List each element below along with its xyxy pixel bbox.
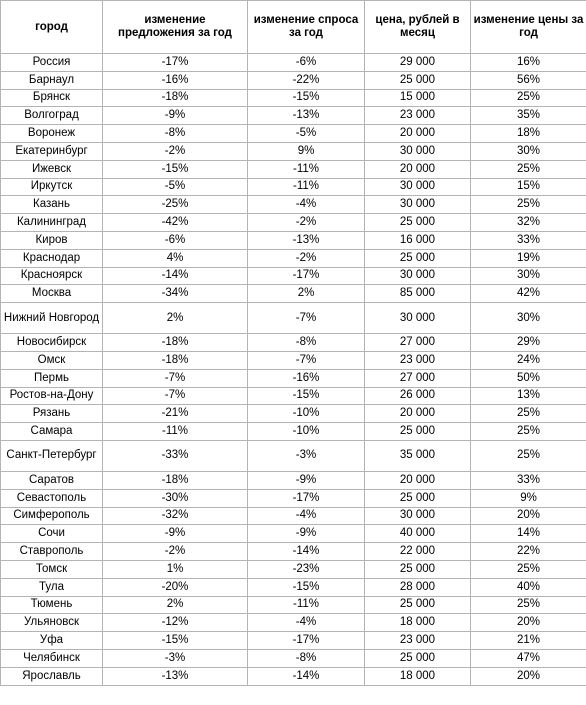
cell-price-change[interactable]: 33% [471, 471, 586, 489]
cell-price-change[interactable]: 40% [471, 578, 586, 596]
cell-supply-change[interactable]: -2% [103, 142, 248, 160]
table-row [1, 231, 586, 249]
cell-supply-change[interactable]: -30% [103, 489, 248, 507]
cell-supply-change[interactable]: -11% [103, 423, 248, 441]
cell-supply-change[interactable]: -12% [103, 614, 248, 632]
cell-price-change[interactable]: 20% [471, 667, 586, 685]
cell-price-change[interactable]: 19% [471, 249, 586, 267]
cell-price-change[interactable]: 30% [471, 267, 586, 285]
cell-supply-change[interactable]: -7% [103, 387, 248, 405]
cell-price-change[interactable]: 29% [471, 334, 586, 352]
header-city[interactable]: город [1, 1, 103, 54]
cell-price-change[interactable]: 30% [471, 303, 586, 334]
cell-price[interactable]: 18 000 [365, 614, 471, 632]
cell-supply-change[interactable]: -13% [103, 667, 248, 685]
cell-price[interactable]: 28 000 [365, 578, 471, 596]
cell-supply-change[interactable]: -9% [103, 525, 248, 543]
cell-price-change[interactable]: 20% [471, 614, 586, 632]
cell-price[interactable]: 30 000 [365, 178, 471, 196]
table-row [1, 405, 586, 423]
cell-demand-change[interactable]: -23% [248, 560, 365, 578]
cell-price-change[interactable]: 25% [471, 423, 586, 441]
cell-city[interactable]: Санкт-Петербург [1, 440, 103, 471]
cell-supply-change[interactable]: -2% [103, 543, 248, 561]
cell-supply-change[interactable]: -25% [103, 196, 248, 214]
cell-city[interactable]: Ярославль [1, 667, 103, 685]
table-row [1, 369, 586, 387]
cell-demand-change[interactable]: -13% [248, 107, 365, 125]
cell-price[interactable]: 29 000 [365, 54, 471, 72]
table-row [1, 285, 586, 303]
cell-price-change[interactable]: 32% [471, 214, 586, 232]
cell-supply-change[interactable]: -7% [103, 369, 248, 387]
cell-demand-change[interactable]: -5% [248, 125, 365, 143]
cell-city[interactable]: Симферополь [1, 507, 103, 525]
cell-price-change[interactable]: 25% [471, 89, 586, 107]
cell-price-change[interactable]: 24% [471, 351, 586, 369]
cell-city[interactable]: Челябинск [1, 649, 103, 667]
cell-price[interactable]: 20 000 [365, 125, 471, 143]
cell-price-change[interactable]: 25% [471, 196, 586, 214]
cell-price[interactable]: 25 000 [365, 596, 471, 614]
cell-city[interactable]: Рязань [1, 405, 103, 423]
table-row [1, 560, 586, 578]
cell-demand-change[interactable]: -16% [248, 369, 365, 387]
table-row [1, 578, 586, 596]
table-row [1, 267, 586, 285]
header-demand-change[interactable]: изменение спроса за год [248, 1, 365, 54]
header-price-change[interactable]: изменение цены за год [471, 1, 586, 54]
cell-demand-change[interactable]: -6% [248, 54, 365, 72]
cell-demand-change[interactable]: -7% [248, 303, 365, 334]
cell-supply-change[interactable]: -16% [103, 71, 248, 89]
cell-demand-change[interactable]: -9% [248, 471, 365, 489]
cell-demand-change[interactable]: -2% [248, 249, 365, 267]
cell-demand-change[interactable]: -14% [248, 543, 365, 561]
cell-price[interactable]: 30 000 [365, 196, 471, 214]
cell-price[interactable]: 27 000 [365, 369, 471, 387]
cell-price[interactable]: 23 000 [365, 107, 471, 125]
cell-price-change[interactable]: 30% [471, 142, 586, 160]
cell-city[interactable]: Ставрополь [1, 543, 103, 561]
cell-price[interactable]: 35 000 [365, 440, 471, 471]
cell-demand-change[interactable]: -4% [248, 196, 365, 214]
header-supply-change[interactable]: изменение предложения за год [103, 1, 248, 54]
cell-price[interactable]: 30 000 [365, 507, 471, 525]
table-body [1, 54, 586, 686]
cell-price-change[interactable]: 13% [471, 387, 586, 405]
cell-price-change[interactable]: 42% [471, 285, 586, 303]
cell-price[interactable]: 30 000 [365, 142, 471, 160]
table-row [1, 525, 586, 543]
cell-price[interactable]: 25 000 [365, 560, 471, 578]
cell-price[interactable]: 15 000 [365, 89, 471, 107]
cell-city[interactable]: Новосибирск [1, 334, 103, 352]
table-row [1, 54, 586, 72]
cell-supply-change[interactable]: -18% [103, 471, 248, 489]
cell-price-change[interactable]: 56% [471, 71, 586, 89]
table-row [1, 89, 586, 107]
cell-supply-change[interactable]: -14% [103, 267, 248, 285]
cell-price[interactable]: 30 000 [365, 303, 471, 334]
cell-demand-change[interactable]: -11% [248, 178, 365, 196]
cell-city[interactable]: Пермь [1, 369, 103, 387]
cell-city[interactable]: Москва [1, 285, 103, 303]
table-row [1, 160, 586, 178]
cell-price[interactable]: 25 000 [365, 489, 471, 507]
cell-demand-change[interactable]: 9% [248, 142, 365, 160]
table-row [1, 632, 586, 650]
cell-demand-change[interactable]: -8% [248, 334, 365, 352]
table-row [1, 543, 586, 561]
cell-price[interactable]: 16 000 [365, 231, 471, 249]
cell-city[interactable]: Калининград [1, 214, 103, 232]
table-row [1, 489, 586, 507]
table-row [1, 423, 586, 441]
cell-price[interactable]: 18 000 [365, 667, 471, 685]
cell-supply-change[interactable]: -8% [103, 125, 248, 143]
cell-price[interactable]: 20 000 [365, 160, 471, 178]
cell-city[interactable]: Екатеринбург [1, 142, 103, 160]
table-row [1, 249, 586, 267]
table-row [1, 614, 586, 632]
table-row [1, 71, 586, 89]
cell-demand-change[interactable]: -3% [248, 440, 365, 471]
cell-price[interactable]: 30 000 [365, 267, 471, 285]
cell-demand-change[interactable]: -15% [248, 387, 365, 405]
cell-price[interactable]: 20 000 [365, 405, 471, 423]
cell-price-change[interactable]: 33% [471, 231, 586, 249]
table-row [1, 125, 586, 143]
cell-city[interactable]: Россия [1, 54, 103, 72]
cell-city[interactable]: Краснодар [1, 249, 103, 267]
cell-demand-change[interactable]: -14% [248, 667, 365, 685]
table-row [1, 142, 586, 160]
cell-supply-change[interactable]: -42% [103, 214, 248, 232]
cell-price-change[interactable]: 15% [471, 178, 586, 196]
table-row [1, 107, 586, 125]
cell-supply-change[interactable]: -15% [103, 160, 248, 178]
cell-price-change[interactable]: 25% [471, 596, 586, 614]
cell-price-change[interactable]: 50% [471, 369, 586, 387]
cell-supply-change[interactable]: -20% [103, 578, 248, 596]
cell-price-change[interactable]: 20% [471, 507, 586, 525]
cell-supply-change[interactable]: -15% [103, 632, 248, 650]
cell-city[interactable]: Ростов-на-Дону [1, 387, 103, 405]
cell-price-change[interactable]: 14% [471, 525, 586, 543]
table-row [1, 214, 586, 232]
cell-city[interactable]: Красноярск [1, 267, 103, 285]
cell-price-change[interactable]: 47% [471, 649, 586, 667]
cell-supply-change[interactable]: -18% [103, 334, 248, 352]
cell-price-change[interactable]: 16% [471, 54, 586, 72]
cell-supply-change[interactable]: -32% [103, 507, 248, 525]
table-row [1, 387, 586, 405]
cell-city[interactable]: Омск [1, 351, 103, 369]
table-row [1, 178, 586, 196]
cell-price[interactable]: 40 000 [365, 525, 471, 543]
cell-demand-change[interactable]: -2% [248, 214, 365, 232]
cell-supply-change[interactable]: 2% [103, 303, 248, 334]
cell-supply-change[interactable]: -17% [103, 54, 248, 72]
cell-city[interactable]: Уфа [1, 632, 103, 650]
cell-city[interactable]: Самара [1, 423, 103, 441]
cell-supply-change[interactable]: -5% [103, 178, 248, 196]
cell-supply-change[interactable]: 4% [103, 249, 248, 267]
cell-city[interactable]: Барнаул [1, 71, 103, 89]
cell-city[interactable]: Севастополь [1, 489, 103, 507]
header-price[interactable]: цена, рублей в месяц [365, 1, 471, 54]
table-row [1, 351, 586, 369]
cell-price[interactable]: 85 000 [365, 285, 471, 303]
cell-supply-change[interactable]: -9% [103, 107, 248, 125]
cell-price[interactable]: 22 000 [365, 543, 471, 561]
cell-demand-change[interactable]: -22% [248, 71, 365, 89]
cell-demand-change[interactable]: -17% [248, 489, 365, 507]
cell-supply-change[interactable]: 2% [103, 596, 248, 614]
cell-price-change[interactable]: 21% [471, 632, 586, 650]
cell-city[interactable]: Иркутск [1, 178, 103, 196]
table-row [1, 334, 586, 352]
cell-price[interactable]: 25 000 [365, 649, 471, 667]
table-row [1, 649, 586, 667]
cell-city[interactable]: Тюмень [1, 596, 103, 614]
cell-city[interactable]: Киров [1, 231, 103, 249]
cell-supply-change[interactable]: -21% [103, 405, 248, 423]
cell-city[interactable]: Томск [1, 560, 103, 578]
cell-supply-change[interactable]: -34% [103, 285, 248, 303]
cell-price[interactable]: 25 000 [365, 71, 471, 89]
cell-price[interactable]: 25 000 [365, 214, 471, 232]
cell-price[interactable]: 25 000 [365, 249, 471, 267]
cell-demand-change[interactable]: 2% [248, 285, 365, 303]
cell-demand-change[interactable]: -7% [248, 351, 365, 369]
cell-city[interactable]: Саратов [1, 471, 103, 489]
cell-demand-change[interactable]: -17% [248, 632, 365, 650]
cell-price[interactable]: 23 000 [365, 351, 471, 369]
cell-price[interactable]: 20 000 [365, 471, 471, 489]
cell-city[interactable]: Ульяновск [1, 614, 103, 632]
cell-city[interactable]: Нижний Новгород [1, 303, 103, 334]
table-row [1, 667, 586, 685]
cell-price-change[interactable]: 35% [471, 107, 586, 125]
table-row [1, 596, 586, 614]
table-header [1, 1, 586, 54]
cell-supply-change[interactable]: -6% [103, 231, 248, 249]
cell-demand-change[interactable]: -10% [248, 405, 365, 423]
cell-price[interactable]: 26 000 [365, 387, 471, 405]
cell-city[interactable]: Сочи [1, 525, 103, 543]
cell-demand-change[interactable]: -4% [248, 614, 365, 632]
cell-supply-change[interactable]: -3% [103, 649, 248, 667]
cell-price-change[interactable]: 25% [471, 160, 586, 178]
table-row [1, 440, 586, 471]
table-row [1, 507, 586, 525]
table-row [1, 303, 586, 334]
cell-price-change[interactable]: 25% [471, 560, 586, 578]
cell-price[interactable]: 27 000 [365, 334, 471, 352]
cell-city[interactable]: Воронеж [1, 125, 103, 143]
cell-demand-change[interactable]: -17% [248, 267, 365, 285]
cell-price-change[interactable]: 25% [471, 405, 586, 423]
cell-demand-change[interactable]: -15% [248, 89, 365, 107]
cell-demand-change[interactable]: -9% [248, 525, 365, 543]
cell-city[interactable]: Брянск [1, 89, 103, 107]
cell-price-change[interactable]: 22% [471, 543, 586, 561]
cell-city[interactable]: Казань [1, 196, 103, 214]
cell-supply-change[interactable]: -18% [103, 89, 248, 107]
cell-demand-change[interactable]: -4% [248, 507, 365, 525]
cell-city[interactable]: Тула [1, 578, 103, 596]
cell-city[interactable]: Ижевск [1, 160, 103, 178]
cell-demand-change[interactable]: -11% [248, 596, 365, 614]
cell-city[interactable]: Волгоград [1, 107, 103, 125]
cell-supply-change[interactable]: -18% [103, 351, 248, 369]
cell-price-change[interactable]: 18% [471, 125, 586, 143]
cell-price[interactable]: 25 000 [365, 423, 471, 441]
cell-demand-change[interactable]: -8% [248, 649, 365, 667]
header-row [1, 1, 586, 54]
cell-demand-change[interactable]: -10% [248, 423, 365, 441]
table-row [1, 196, 586, 214]
cell-supply-change[interactable]: 1% [103, 560, 248, 578]
cell-price-change[interactable]: 9% [471, 489, 586, 507]
cell-price-change[interactable]: 25% [471, 440, 586, 471]
cell-price[interactable]: 23 000 [365, 632, 471, 650]
cell-supply-change[interactable]: -33% [103, 440, 248, 471]
table-row [1, 471, 586, 489]
cell-demand-change[interactable]: -11% [248, 160, 365, 178]
cell-demand-change[interactable]: -13% [248, 231, 365, 249]
cell-demand-change[interactable]: -15% [248, 578, 365, 596]
